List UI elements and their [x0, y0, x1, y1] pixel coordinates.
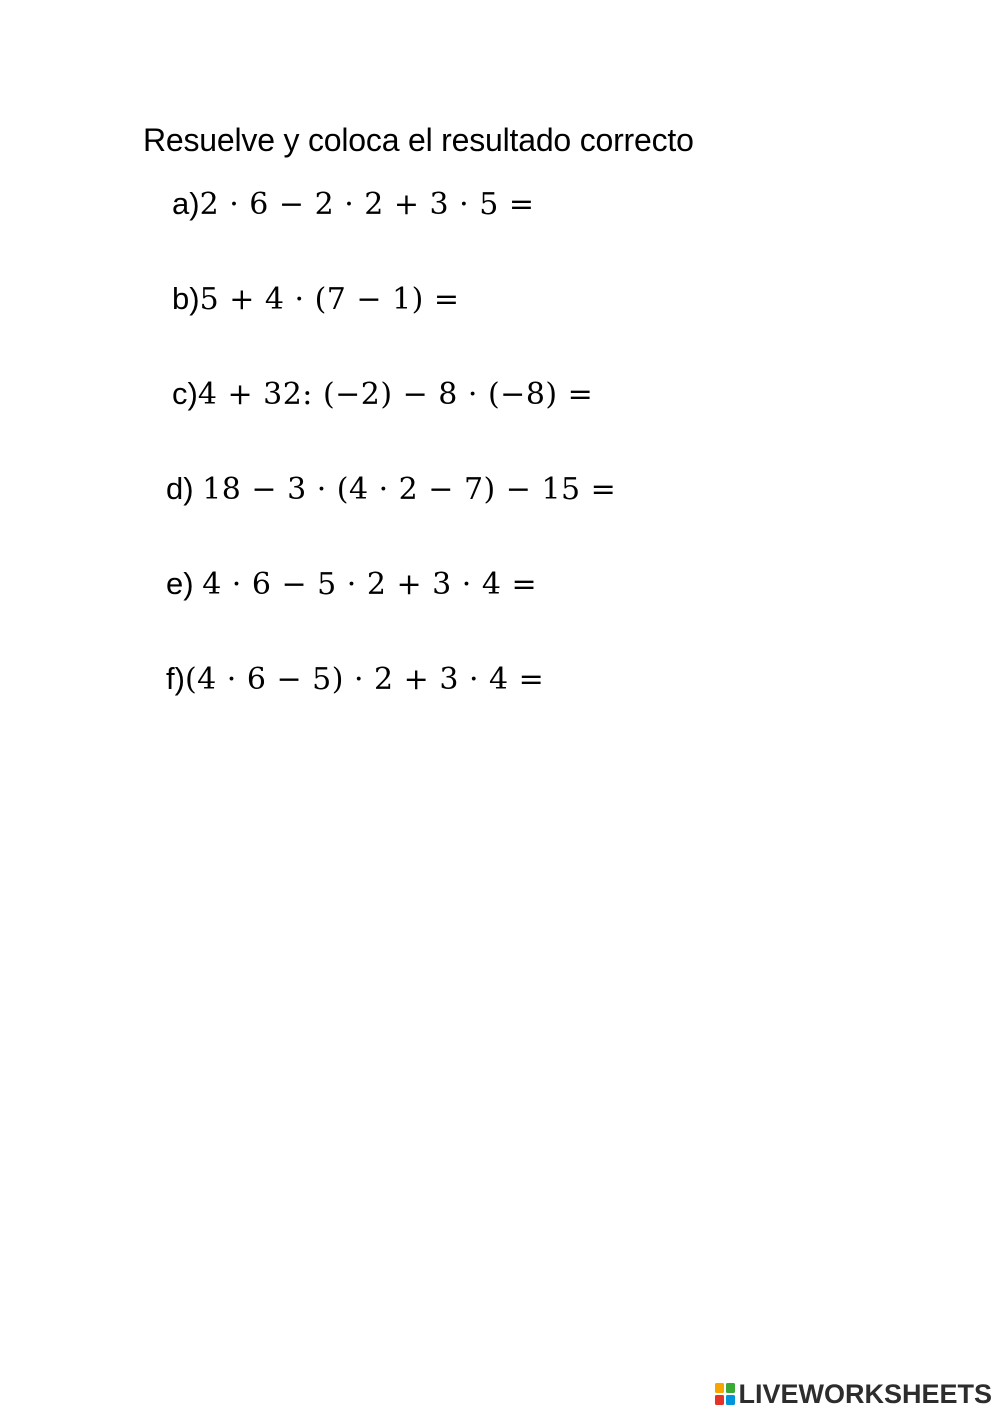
watermark-text: LIVEWORKSHEETS [738, 1379, 992, 1409]
exercise-b [172, 277, 460, 321]
exercise-expression: 18 − 3 · (4 · 2 − 7) − 15 = [202, 472, 617, 507]
exercise-label: b) [172, 281, 200, 316]
exercise-label: e) [166, 566, 203, 601]
exercise-label: a) [172, 186, 200, 221]
logo-tile-1 [715, 1383, 724, 1393]
liveworksheets-logo-icon [715, 1383, 735, 1405]
liveworksheets-watermark [715, 1379, 992, 1409]
exercise-a [172, 182, 535, 226]
exercise-label: c) [172, 376, 198, 411]
exercise-expression: 4 + 32: (−2) − 8 · (−8) = [197, 377, 594, 412]
exercise-expression: (4 · 6 − 5) · 2 + 3 · 4 = [184, 662, 545, 697]
exercise-label: d) [166, 471, 203, 506]
exercise-expression: 2 · 6 − 2 · 2 + 3 · 5 = [199, 187, 535, 222]
exercise-expression: 5 + 4 · (7 − 1) = [199, 282, 460, 317]
worksheet-title: Resuelve y coloca el resultado correcto [143, 122, 694, 158]
exercise-d [166, 467, 616, 511]
logo-tile-3 [715, 1395, 724, 1405]
exercise-c [172, 372, 593, 416]
exercise-f [166, 657, 544, 701]
exercise-label: f) [166, 661, 185, 696]
exercise-expression: 4 · 6 − 5 · 2 + 3 · 4 = [202, 567, 538, 602]
exercise-e [166, 562, 537, 606]
logo-tile-4 [726, 1395, 735, 1405]
logo-tile-2 [726, 1383, 735, 1393]
